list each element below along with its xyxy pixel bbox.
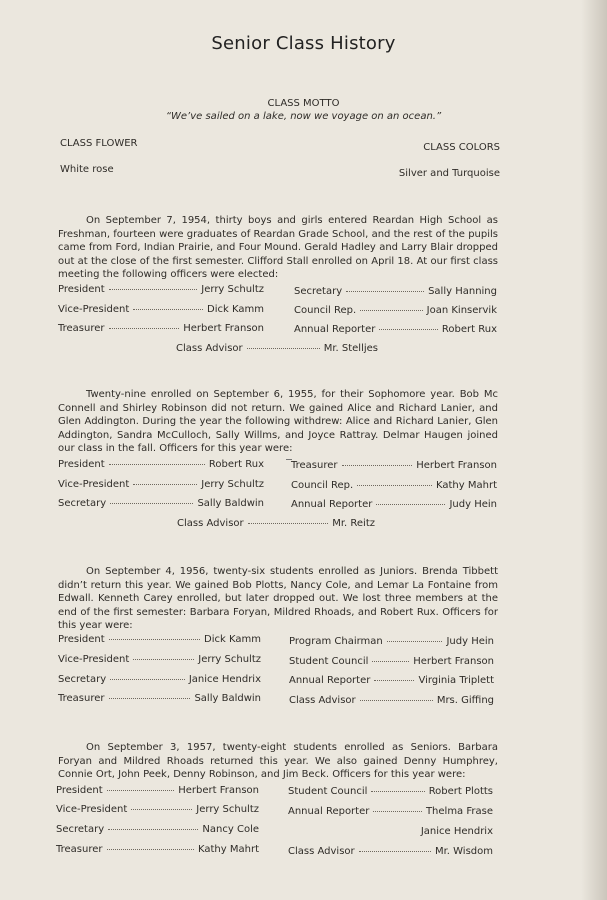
officer-title: Class Advisor bbox=[288, 846, 355, 857]
officer-row bbox=[294, 305, 497, 316]
leader-dots bbox=[107, 849, 194, 850]
motto-heading: CLASS MOTTO bbox=[267, 98, 340, 109]
officer-row bbox=[58, 304, 264, 315]
officer-name: Mr. Stelljes bbox=[323, 343, 378, 354]
officer-row bbox=[58, 634, 261, 645]
officer-title: Program Chairman bbox=[289, 636, 383, 647]
officer-name: Mr. Reitz bbox=[332, 518, 375, 529]
officer-title: Class Advisor bbox=[176, 343, 243, 354]
advisor-row bbox=[177, 518, 375, 529]
officer-name: Jerry Schultz bbox=[198, 654, 261, 665]
senior-paragraph: On September 3, 1957, twenty-eight students enrolled as Seniors. Barbara Foryan and Mildred Rhoads returned this year. We also gained Denny Humphrey, Connie Ort, John Peek, Denny Robinson, and Jim Beck. Officers for this year were: bbox=[58, 742, 498, 780]
officer-name: Virginia Triplett bbox=[418, 675, 494, 686]
officer-title: Vice-President bbox=[58, 304, 130, 315]
officer-row bbox=[289, 675, 494, 686]
leader-dots bbox=[109, 639, 200, 640]
officer-row bbox=[288, 846, 493, 857]
officer-row bbox=[291, 499, 497, 510]
officer-title: Council Rep. bbox=[291, 480, 354, 491]
leader-dots bbox=[109, 464, 205, 465]
leader-dots bbox=[342, 465, 413, 466]
officer-name: Janice Hendrix bbox=[420, 826, 493, 837]
officer-row bbox=[289, 695, 494, 706]
class-colors: Silver and Turquoise bbox=[398, 168, 500, 179]
officer-name: Nancy Cole bbox=[202, 824, 259, 835]
leader-dots bbox=[379, 329, 438, 330]
officer-title: Annual Reporter bbox=[289, 675, 371, 686]
leader-dots bbox=[376, 504, 445, 505]
advisor-row bbox=[176, 343, 378, 354]
officer-title: Vice-President bbox=[58, 479, 130, 490]
page-edge-shadow bbox=[581, 0, 607, 900]
officer-name: Herbert Franson bbox=[413, 656, 494, 667]
officer-row bbox=[58, 674, 261, 685]
officer-name: Jerry Schultz bbox=[196, 804, 259, 815]
class-motto: “We’ve sailed on a lake, now we voyage on an ocean.” bbox=[165, 111, 442, 122]
officer-row bbox=[289, 656, 494, 667]
officer-title: Annual Reporter bbox=[288, 806, 370, 817]
leader-dots bbox=[110, 503, 193, 504]
leader-dots bbox=[360, 310, 422, 311]
officer-name: Herbert Franson bbox=[183, 323, 264, 334]
officer-row bbox=[291, 480, 497, 491]
leader-dots bbox=[387, 641, 443, 642]
officer-title: Class Advisor bbox=[289, 695, 356, 706]
officer-title: Secretary bbox=[56, 824, 105, 835]
officer-title: President bbox=[58, 459, 105, 470]
leader-dots bbox=[133, 484, 197, 485]
officer-title: Vice-President bbox=[56, 804, 128, 815]
officer-name: Judy Hein bbox=[446, 636, 494, 647]
leader-dots bbox=[109, 289, 198, 290]
officer-title: Student Council bbox=[289, 656, 369, 667]
officer-name: Herbert Franson bbox=[178, 785, 259, 796]
officer-name: Kathy Mahrt bbox=[436, 480, 497, 491]
officer-row bbox=[288, 806, 493, 817]
leader-dots bbox=[133, 309, 203, 310]
officer-title: Annual Reporter bbox=[291, 499, 373, 510]
leader-dots bbox=[107, 790, 175, 791]
leader-dots bbox=[109, 698, 191, 699]
officer-title: President bbox=[56, 785, 103, 796]
officer-row bbox=[291, 460, 497, 471]
officer-name: Dick Kamm bbox=[204, 634, 261, 645]
officer-row bbox=[58, 284, 264, 295]
officer-title: Treasurer bbox=[56, 844, 103, 855]
officer-name: Sally Baldwin bbox=[197, 498, 264, 509]
officer-name: Janice Hendrix bbox=[188, 674, 261, 685]
officer-name: Robert Rux bbox=[441, 324, 497, 335]
officer-row bbox=[294, 324, 497, 335]
class-flower-label: CLASS FLOWER bbox=[60, 138, 138, 149]
leader-dots bbox=[371, 791, 424, 792]
leader-dots bbox=[131, 809, 192, 810]
officer-name: Joan Kinservik bbox=[426, 305, 497, 316]
leader-dots bbox=[373, 811, 422, 812]
officer-row bbox=[58, 459, 264, 470]
officer-row bbox=[56, 785, 259, 796]
officer-name: Sally Baldwin bbox=[194, 693, 261, 704]
officer-title: Treasurer bbox=[58, 693, 105, 704]
officer-name: Mrs. Giffing bbox=[436, 695, 494, 706]
leader-dots bbox=[110, 679, 185, 680]
leader-dots bbox=[346, 291, 424, 292]
leader-dots bbox=[247, 348, 320, 349]
leader-dots bbox=[248, 523, 329, 524]
leader-dots bbox=[372, 661, 409, 662]
officer-name: Sally Hanning bbox=[428, 286, 497, 297]
officer-name: Robert Plotts bbox=[428, 786, 493, 797]
officer-title: President bbox=[58, 634, 105, 645]
officer-row bbox=[56, 824, 259, 835]
officer-name: Kathy Mahrt bbox=[198, 844, 259, 855]
officer-title: Secretary bbox=[58, 674, 107, 685]
leader-dots bbox=[357, 485, 432, 486]
freshman-paragraph: On September 7, 1954, thirty boys and girls entered Reardan High School as Freshman, fourteen were graduates of Reardan Grade School, and the rest of the pupils came from Ford, Indian Prairie, and Four Mound. Gerald Hadley and Larry Blair dropped out at the close of the first semester. Clifford Stall enrolled on April 18. At our first class meeting the following officers were elected: bbox=[58, 215, 498, 280]
officer-title: Vice-President bbox=[58, 654, 130, 665]
officer-title: Student Council bbox=[288, 786, 368, 797]
officer-row bbox=[58, 498, 264, 509]
junior-paragraph: On September 4, 1956, twenty-six students enrolled as Juniors. Brenda Tibbett didn’t return this year. We gained Bob Plotts, Nancy Cole, and Lemar La Fontaine from Edwall. Kenneth Carey enrolled, but later dropped out. We lost three members at the end of the first semester: Barbara Foryan, Mildred Rhoads, and Robert Rux. Officers for this year were: bbox=[58, 566, 498, 631]
officer-row bbox=[56, 804, 259, 815]
sophomore-paragraph: Twenty-nine enrolled on September 6, 1955, for their Sophomore year. Bob Mc Connell and Shirley Robinson did not return. We gained Alice and Richard Lanier, and Glen Addington. During the year the following withdrew: Alice and Richard Lanier, Glen Addington, Sandra McCulloch, Sally Willms, and Joyce Rattray. Delmar Haugen joined our class in the fall. Officers for this year were: bbox=[58, 389, 498, 454]
page-title: Senior Class History bbox=[211, 33, 396, 54]
leader-dots bbox=[360, 700, 433, 701]
leader-dots bbox=[108, 829, 198, 830]
officer-name: Dick Kamm bbox=[207, 304, 264, 315]
officer-row bbox=[58, 693, 261, 704]
officer-name: Judy Hein bbox=[449, 499, 497, 510]
officer-title: Council Rep. bbox=[294, 305, 357, 316]
officer-name: Robert Rux bbox=[208, 459, 264, 470]
officer-row bbox=[294, 286, 497, 297]
leader-dots bbox=[374, 680, 414, 681]
class-flower: White rose bbox=[60, 164, 114, 175]
leader-dots bbox=[109, 328, 180, 329]
officer-title: Treasurer bbox=[291, 460, 338, 471]
officer-row bbox=[289, 636, 494, 647]
officer-title: Class Advisor bbox=[177, 518, 244, 529]
officer-title: Secretary bbox=[294, 286, 343, 297]
officer-name: Thelma Frase bbox=[425, 806, 493, 817]
officer-name: Jerry Schultz bbox=[201, 479, 264, 490]
officer-name: Herbert Franson bbox=[416, 460, 497, 471]
leader-dots bbox=[359, 851, 431, 852]
officer-row bbox=[58, 654, 261, 665]
officer-title: Secretary bbox=[58, 498, 107, 509]
officer-name: Mr. Wisdom bbox=[434, 846, 493, 857]
leader-dots bbox=[133, 659, 194, 660]
officer-row bbox=[56, 844, 259, 855]
officer-title: Treasurer bbox=[58, 323, 105, 334]
officer-title: Annual Reporter bbox=[294, 324, 376, 335]
class-colors-label: CLASS COLORS bbox=[423, 142, 500, 153]
officer-name: Jerry Schultz bbox=[201, 284, 264, 295]
officer-row bbox=[58, 479, 264, 490]
officer-row bbox=[58, 323, 264, 334]
officer-title: President bbox=[58, 284, 105, 295]
officer-row bbox=[288, 786, 493, 797]
